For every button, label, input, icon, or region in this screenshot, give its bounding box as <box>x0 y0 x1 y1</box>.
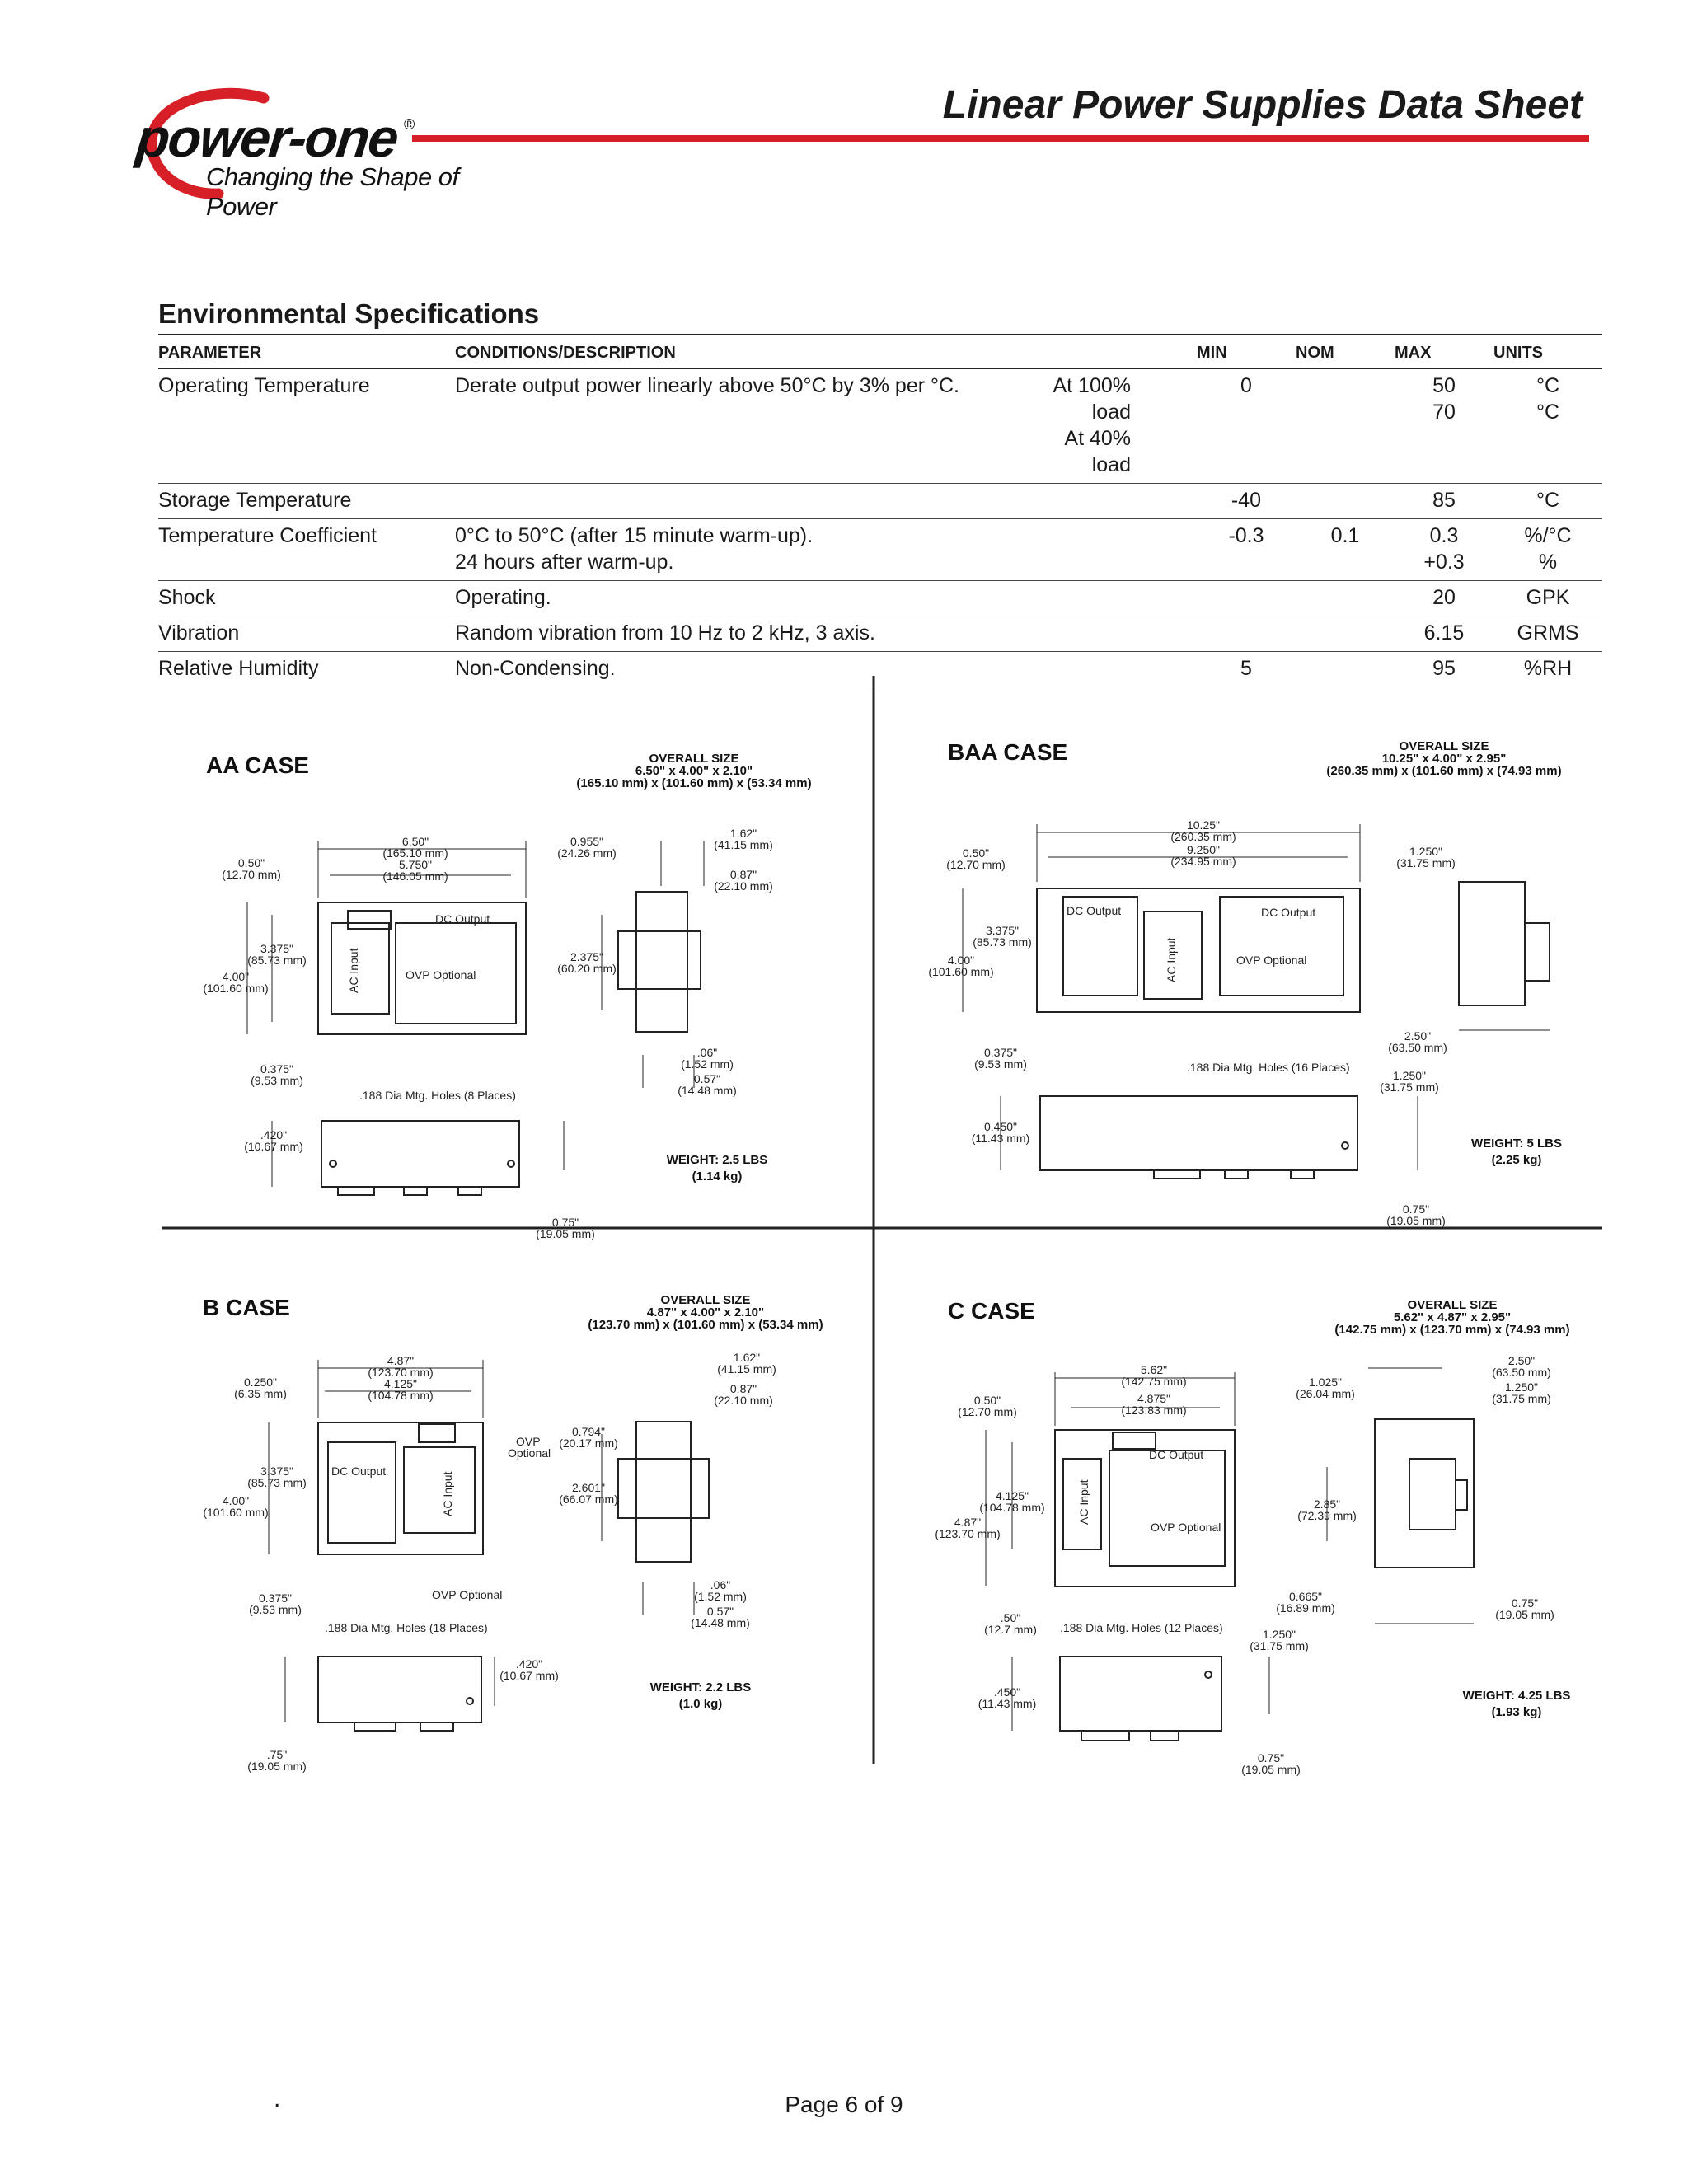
c-dim-d14: .450" <box>993 1685 1021 1699</box>
cell-units: °C <box>1493 484 1602 519</box>
cell-min: 0 <box>1240 374 1252 397</box>
baa-ac-input-label: AC Input <box>1165 937 1178 982</box>
mechanical-drawings <box>157 676 1602 1776</box>
baa-dim-d4: 3.375" <box>985 924 1020 937</box>
c-weight-kg: (1.93 kg) <box>1491 1705 1542 1719</box>
page-number: Page 6 of 9 <box>785 2092 903 2117</box>
b-dim-d2mm: (104.78 mm) <box>368 1389 434 1402</box>
footer-dot: . <box>274 2085 281 2112</box>
cell-desc: 24 hours after warm-up. <box>455 551 674 574</box>
aa-ac-input-label: AC Input <box>347 948 360 993</box>
aa-dim-d6: 0.375" <box>260 1062 294 1076</box>
logo-tagline: Changing the Shape of Power <box>206 162 459 221</box>
c-dim-d12mm: (19.05 mm) <box>1495 1608 1554 1621</box>
b-holes-label: .188 Dia Mtg. Holes (18 Places) <box>325 1621 488 1634</box>
cell-cond: At 100% load <box>1053 374 1131 424</box>
b-dim-d9mm: (22.10 mm) <box>714 1394 773 1407</box>
c-dim-d6mm: (12.7 mm) <box>984 1623 1037 1636</box>
c-holes-label: .188 Dia Mtg. Holes (12 Places) <box>1060 1621 1223 1634</box>
baa-dim-d3mm: (12.70 mm) <box>946 858 1006 871</box>
logo-registered-mark: ® <box>404 116 415 133</box>
baa-dim-d11: 0.75" <box>1402 1202 1430 1216</box>
c-dim-d9: 1.250" <box>1504 1380 1539 1394</box>
cell-desc: Random vibration from 10 Hz to 2 kHz, 3 axis. <box>455 616 1032 652</box>
c-dim-d14mm: (11.43 mm) <box>978 1697 1037 1710</box>
baa-dim-d5mm: (101.60 mm) <box>928 965 994 978</box>
baa-bottom-view <box>1040 1096 1357 1170</box>
b-dim-d2: 4.125" <box>383 1377 418 1390</box>
col-max: MAX <box>1395 335 1493 368</box>
b-dim-d5: 4.00" <box>222 1494 250 1507</box>
table-header-row <box>158 335 1602 368</box>
aa-dim-d12: 0.57" <box>693 1072 721 1085</box>
b-dim-d11: .06" <box>710 1578 731 1591</box>
c-size-title: OVERALL SIZE <box>1407 1298 1498 1312</box>
b-dim-d10: 2.601" <box>571 1481 606 1494</box>
cell-desc: Derate output power linearly above 50°C by 3% per °C. <box>455 374 959 397</box>
baa-holes-label: .188 Dia Mtg. Holes (16 Places) <box>1187 1061 1350 1074</box>
b-dim-d14mm: (19.05 mm) <box>247 1760 307 1773</box>
env-spec-table <box>158 334 1602 687</box>
aa-size-mm: (165.10 mm) x (101.60 mm) x (53.34 mm) <box>576 776 812 790</box>
aa-dim-d6mm: (9.53 mm) <box>251 1074 303 1087</box>
baa-case-drawing <box>928 739 1562 1227</box>
case-drawings-svg <box>157 676 1602 1776</box>
cell-param: Vibration <box>158 616 455 652</box>
aa-dim-d2mm: (146.05 mm) <box>382 869 448 883</box>
baa-ovp-label: OVP Optional <box>1236 954 1307 967</box>
cell-min: -40 <box>1197 484 1296 519</box>
c-dim-d1: 5.62" <box>1140 1363 1168 1376</box>
cell-min: 5 <box>1197 652 1296 687</box>
cell-nom <box>1296 484 1395 519</box>
cell-units: %/°C <box>1524 524 1572 547</box>
cell-max: 85 <box>1395 484 1493 519</box>
c-ac-input-label: AC Input <box>1077 1479 1090 1525</box>
section-title: Environmental Specifications <box>158 298 540 329</box>
aa-dim-d10mm: (60.20 mm) <box>557 962 617 975</box>
baa-size-in: 10.25" x 4.00" x 2.95" <box>1381 752 1507 766</box>
aa-dim-d11mm: (1.52 mm) <box>681 1057 734 1071</box>
baa-case-title: BAA CASE <box>948 739 1068 765</box>
c-dim-d1mm: (142.75 mm) <box>1121 1375 1187 1388</box>
cell-param: Temperature Coefficient <box>158 524 377 547</box>
baa-dim-d9: 1.250" <box>1392 1069 1427 1082</box>
aa-case-drawing <box>203 752 811 1240</box>
b-bottom-view <box>318 1657 481 1722</box>
aa-dim-d9mm: (22.10 mm) <box>714 879 773 893</box>
cell-min <box>1197 616 1296 652</box>
aa-dim-d1: 6.50" <box>401 835 429 848</box>
cell-max: +0.3 <box>1423 551 1465 574</box>
baa-dim-d4mm: (85.73 mm) <box>973 935 1032 949</box>
cell-min <box>1197 581 1296 616</box>
b-dc-output-label: DC Output <box>331 1465 387 1478</box>
cell-param: Storage Temperature <box>158 484 455 519</box>
b-dim-d7mm: (20.17 mm) <box>559 1436 618 1450</box>
aa-size-in: 6.50" x 4.00" x 2.10" <box>635 764 753 778</box>
b-dim-d1mm: (123.70 mm) <box>368 1366 434 1379</box>
aa-dc-output-label: DC Output <box>435 912 490 926</box>
cell-nom: 0.1 <box>1330 524 1360 547</box>
baa-dim-d9mm: (31.75 mm) <box>1380 1080 1439 1094</box>
b-dim-d8mm: (41.15 mm) <box>717 1362 776 1376</box>
b-dim-d8: 1.62" <box>733 1351 761 1364</box>
b-ovp-label-top: OVP <box>516 1435 541 1448</box>
cell-max: 0.3 <box>1429 524 1459 547</box>
aa-dim-d8mm: (41.15 mm) <box>714 838 773 851</box>
c-dim-d4mm: (104.78 mm) <box>979 1501 1045 1514</box>
cell-nom <box>1296 581 1395 616</box>
cell-desc: Non-Condensing. <box>455 652 1032 687</box>
baa-size-title: OVERALL SIZE <box>1399 739 1489 753</box>
b-weight: WEIGHT: 2.2 LBS <box>649 1680 752 1694</box>
c-dim-d15: 0.75" <box>1257 1751 1285 1765</box>
b-dim-d12mm: (14.48 mm) <box>691 1616 750 1629</box>
baa-dim-d1mm: (260.35 mm) <box>1170 830 1236 843</box>
baa-dim-d8mm: (63.50 mm) <box>1388 1041 1447 1054</box>
c-bottom-view <box>1060 1657 1221 1731</box>
baa-dim-d10mm: (11.43 mm) <box>971 1132 1030 1145</box>
baa-dim-d1: 10.25" <box>1186 818 1221 832</box>
baa-dim-d7mm: (31.75 mm) <box>1396 856 1456 869</box>
c-side-view <box>1375 1419 1474 1568</box>
cell-param: Shock <box>158 581 455 616</box>
aa-dim-d4: 3.375" <box>260 942 294 955</box>
b-dim-d1: 4.87" <box>387 1354 415 1367</box>
b-dim-d6: 0.375" <box>258 1591 293 1605</box>
cell-cond <box>1032 581 1197 616</box>
aa-dim-d2: 5.750" <box>398 858 433 871</box>
b-dim-d4: 3.375" <box>260 1465 294 1478</box>
aa-dim-d7: 0.955" <box>570 835 604 848</box>
col-min: MIN <box>1197 335 1296 368</box>
baa-dim-d11mm: (19.05 mm) <box>1386 1214 1446 1227</box>
c-dim-d8mm: (63.50 mm) <box>1492 1366 1551 1379</box>
b-ovp-label: OVP Optional <box>432 1588 503 1601</box>
c-dim-d5: 4.87" <box>954 1516 982 1529</box>
cell-cond: At 40% load <box>1064 427 1131 476</box>
c-dc-output-label: DC Output <box>1149 1448 1204 1461</box>
aa-dim-d14mm: (19.05 mm) <box>536 1227 595 1240</box>
col-nom: NOM <box>1296 335 1395 368</box>
cell-max: 70 <box>1432 401 1456 424</box>
aa-dim-d13mm: (10.67 mm) <box>244 1140 303 1153</box>
aa-dim-d13: .420" <box>260 1128 288 1141</box>
cell-units: °C <box>1536 374 1560 397</box>
cell-units: °C <box>1536 401 1560 424</box>
aa-side-view <box>636 892 687 1032</box>
b-dim-d4mm: (85.73 mm) <box>247 1476 307 1489</box>
c-dim-d3mm: (12.70 mm) <box>958 1405 1017 1418</box>
b-dim-d5mm: (101.60 mm) <box>203 1506 269 1519</box>
aa-dim-d4mm: (85.73 mm) <box>247 954 307 967</box>
cell-units: %RH <box>1493 652 1602 687</box>
baa-dim-d10: 0.450" <box>983 1120 1018 1133</box>
cell-nom <box>1296 616 1395 652</box>
aa-dim-d3mm: (12.70 mm) <box>222 868 281 881</box>
aa-dim-d9: 0.87" <box>729 868 757 881</box>
b-dim-d12: 0.57" <box>706 1605 734 1618</box>
b-size-mm: (123.70 mm) x (101.60 mm) x (53.34 mm) <box>588 1318 823 1332</box>
table-row <box>158 581 1602 616</box>
cell-units: % <box>1538 551 1558 574</box>
b-size-in: 4.87" x 4.00" x 2.10" <box>646 1305 765 1319</box>
baa-dim-d8: 2.50" <box>1404 1029 1432 1043</box>
document-title: Linear Power Supplies Data Sheet <box>942 83 1582 127</box>
b-dim-d3: 0.250" <box>243 1376 278 1389</box>
b-ovp-label-bottom: Optional <box>508 1446 551 1460</box>
c-dim-d11mm: (16.89 mm) <box>1276 1601 1335 1615</box>
aa-weight-kg: (1.14 kg) <box>692 1169 743 1183</box>
cell-desc <box>455 484 1032 519</box>
c-dim-d10: 2.85" <box>1313 1497 1341 1511</box>
c-dim-d11: 0.665" <box>1288 1590 1323 1603</box>
table-row <box>158 519 1602 581</box>
c-size-mm: (142.75 mm) x (123.70 mm) x (74.93 mm) <box>1334 1323 1570 1337</box>
c-size-in: 5.62" x 4.87" x 2.95" <box>1393 1310 1512 1324</box>
baa-dc-output-label-right: DC Output <box>1261 906 1316 919</box>
c-dim-d2mm: (123.83 mm) <box>1121 1404 1187 1417</box>
baa-weight-kg: (2.25 kg) <box>1491 1153 1542 1167</box>
aa-holes-label: .188 Dia Mtg. Holes (8 Places) <box>359 1089 516 1102</box>
baa-dim-d2mm: (234.95 mm) <box>1170 855 1236 868</box>
c-dim-d10mm: (72.39 mm) <box>1297 1509 1357 1522</box>
c-dim-d3: 0.50" <box>973 1394 1001 1407</box>
c-weight: WEIGHT: 4.25 LBS <box>1462 1689 1571 1703</box>
aa-dim-d8: 1.62" <box>729 827 757 840</box>
b-size-title: OVERALL SIZE <box>660 1293 751 1307</box>
b-dim-d9: 0.87" <box>729 1382 757 1395</box>
cell-desc: 0°C to 50°C (after 15 minute warm-up). <box>455 524 814 547</box>
b-dim-d11mm: (1.52 mm) <box>694 1590 747 1603</box>
baa-size-mm: (260.35 mm) x (101.60 mm) x (74.93 mm) <box>1326 764 1562 778</box>
c-ovp-label: OVP Optional <box>1151 1521 1221 1534</box>
aa-case-title: AA CASE <box>206 752 309 778</box>
aa-dim-d3: 0.50" <box>237 856 265 869</box>
c-case-drawing <box>935 1298 1570 1776</box>
baa-dim-d7: 1.250" <box>1409 845 1443 858</box>
baa-dim-d6mm: (9.53 mm) <box>974 1057 1027 1071</box>
cell-max: 6.15 <box>1395 616 1493 652</box>
baa-side-view <box>1459 882 1525 1005</box>
cell-cond <box>1032 484 1197 519</box>
cell-units: GRMS <box>1493 616 1602 652</box>
b-dim-d10mm: (66.07 mm) <box>559 1493 618 1506</box>
b-case-title: B CASE <box>203 1295 290 1320</box>
aa-dim-d5mm: (101.60 mm) <box>203 982 269 995</box>
aa-weight: WEIGHT: 2.5 LBS <box>666 1153 768 1167</box>
c-dim-d8: 2.50" <box>1507 1354 1536 1367</box>
c-dim-d13: 1.250" <box>1262 1628 1296 1641</box>
baa-dim-d2: 9.250" <box>1186 843 1221 856</box>
power-one-logo <box>132 87 528 221</box>
c-case-title: C CASE <box>948 1298 1035 1324</box>
col-units: UNITS <box>1493 335 1602 368</box>
c-dim-d5mm: (123.70 mm) <box>935 1527 1001 1540</box>
c-dim-d7: 1.025" <box>1308 1376 1343 1389</box>
aa-dim-d11: .06" <box>696 1046 718 1059</box>
cell-max: 95 <box>1395 652 1493 687</box>
baa-dim-d5: 4.00" <box>947 954 975 967</box>
baa-weight: WEIGHT: 5 LBS <box>1470 1137 1563 1151</box>
c-dim-d9mm: (31.75 mm) <box>1492 1392 1551 1405</box>
cell-param: Relative Humidity <box>158 652 455 687</box>
b-dim-d3mm: (6.35 mm) <box>234 1387 287 1400</box>
cell-max: 50 <box>1432 374 1456 397</box>
cell-param: Operating Temperature <box>158 374 370 397</box>
col-parameter: PARAMETER <box>158 335 455 368</box>
b-dim-d6mm: (9.53 mm) <box>249 1603 302 1616</box>
logo-wordmark: power-one <box>134 107 401 168</box>
c-dim-d6: .50" <box>1000 1611 1021 1624</box>
b-dim-d14: .75" <box>266 1748 288 1761</box>
aa-dim-d14: 0.75" <box>551 1216 579 1229</box>
b-case-drawing <box>203 1293 823 1773</box>
b-side-view <box>636 1422 691 1562</box>
aa-dim-d1mm: (165.10 mm) <box>382 846 448 860</box>
table-row <box>158 616 1602 652</box>
header-rule <box>412 135 1589 142</box>
aa-bottom-view <box>321 1121 519 1187</box>
b-ac-input-label: AC Input <box>441 1471 454 1516</box>
table-row <box>158 368 1602 484</box>
c-dim-d2: 4.875" <box>1137 1392 1171 1405</box>
aa-size-title: OVERALL SIZE <box>649 752 739 766</box>
aa-dim-d5: 4.00" <box>222 970 250 983</box>
b-weight-kg: (1.0 kg) <box>678 1697 723 1711</box>
cell-max: 20 <box>1395 581 1493 616</box>
b-dim-d7: 0.794" <box>571 1425 606 1438</box>
b-dim-d13mm: (10.67 mm) <box>499 1669 559 1682</box>
c-dim-d13mm: (31.75 mm) <box>1250 1639 1309 1652</box>
cell-desc: Operating. <box>455 581 1032 616</box>
c-dim-d12: 0.75" <box>1511 1596 1539 1610</box>
cell-cond <box>1032 616 1197 652</box>
aa-dim-d10: 2.375" <box>570 950 604 963</box>
baa-dim-d6: 0.375" <box>983 1046 1018 1059</box>
cell-units: GPK <box>1493 581 1602 616</box>
aa-dim-d12mm: (14.48 mm) <box>678 1084 737 1097</box>
aa-ovp-label: OVP Optional <box>406 968 476 982</box>
col-conditions: CONDITIONS/DESCRIPTION <box>455 335 1197 368</box>
c-dim-d15mm: (19.05 mm) <box>1241 1763 1301 1776</box>
b-dim-d13: .420" <box>515 1657 543 1671</box>
aa-dim-d7mm: (24.26 mm) <box>557 846 617 860</box>
baa-dc-output-label-left: DC Output <box>1067 904 1122 917</box>
cell-min: -0.3 <box>1228 524 1264 547</box>
table-row <box>158 484 1602 519</box>
baa-dim-d3: 0.50" <box>962 846 990 860</box>
c-dim-d4: 4.125" <box>995 1489 1029 1502</box>
c-dim-d7mm: (26.04 mm) <box>1296 1387 1355 1400</box>
